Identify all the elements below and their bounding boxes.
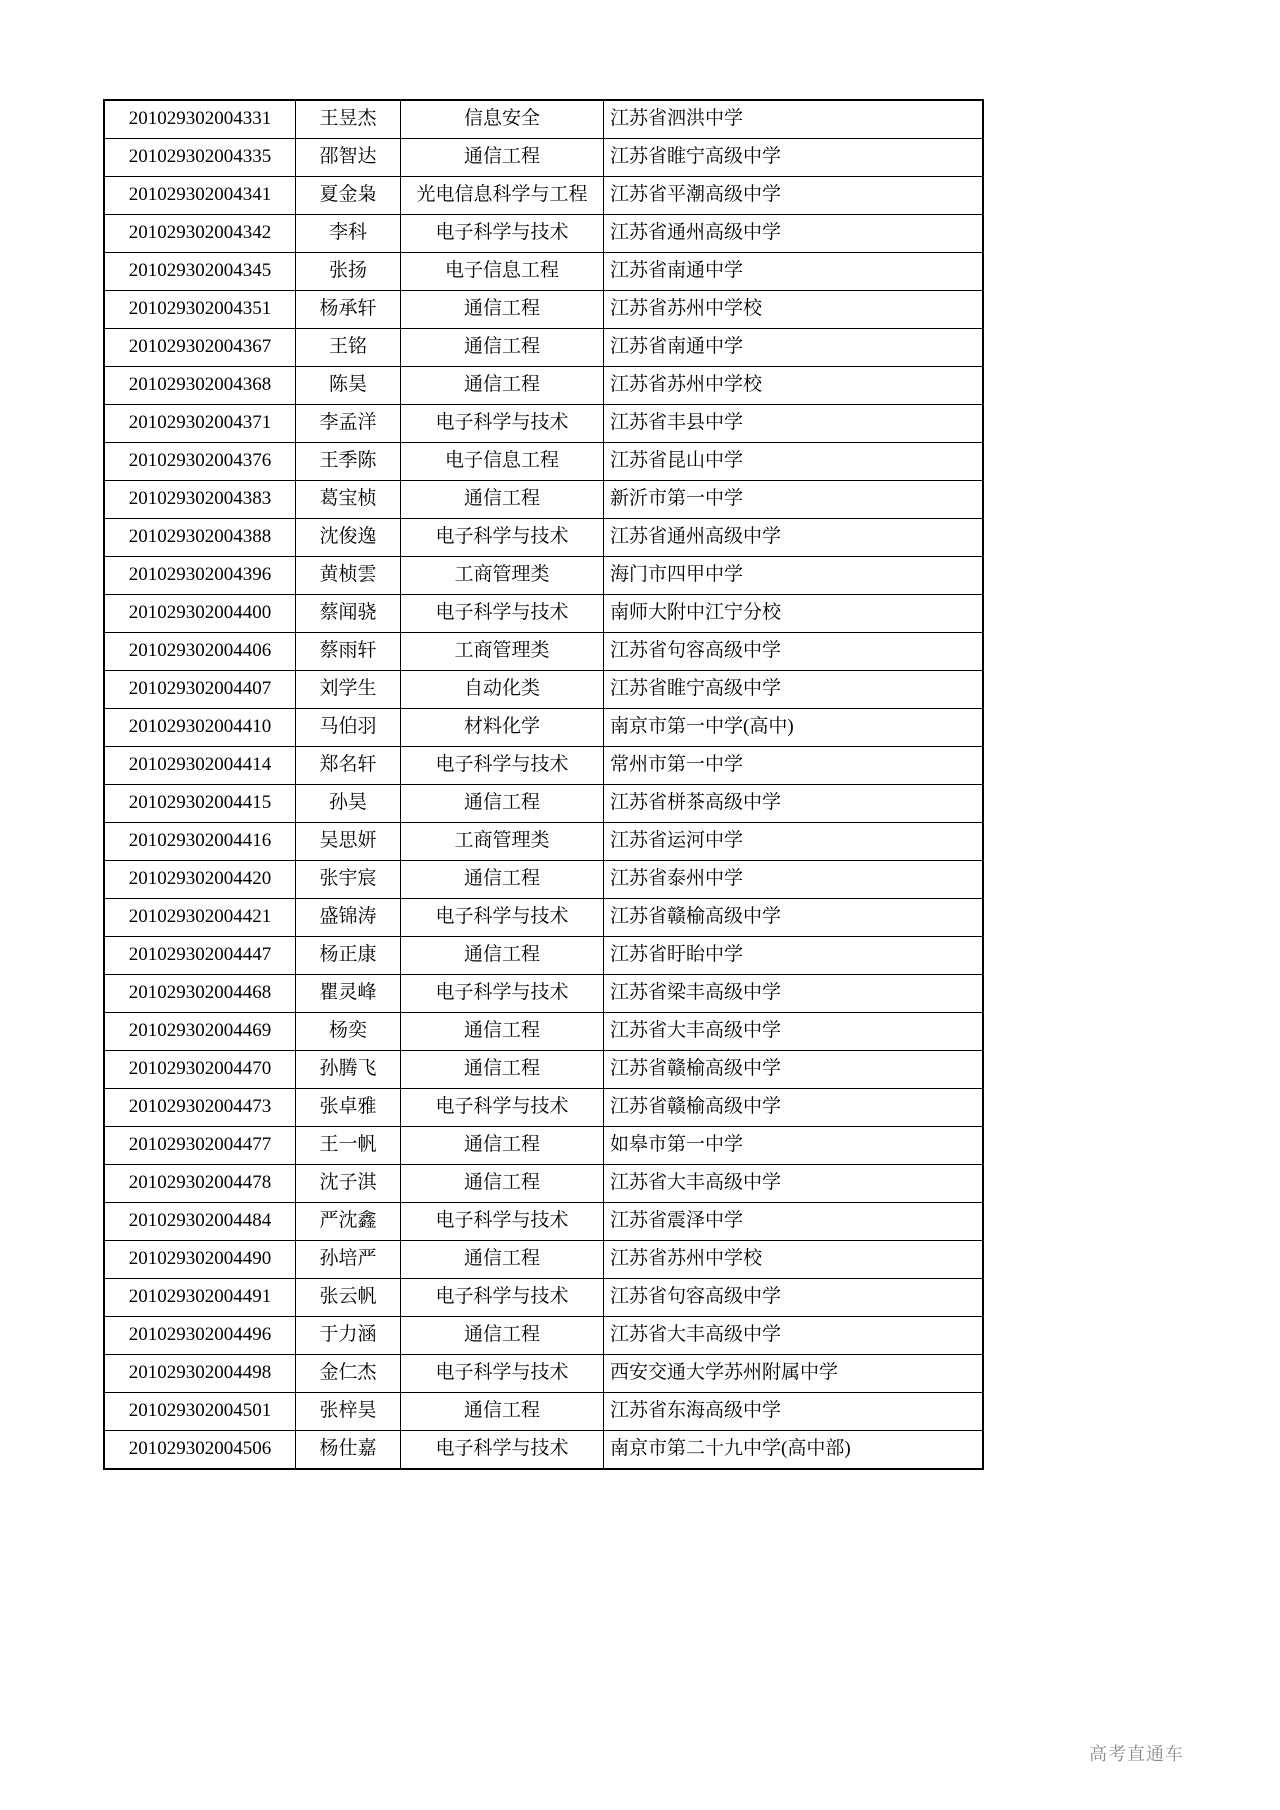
- cell-school: 江苏省震泽中学: [604, 1203, 984, 1241]
- table-row: [104, 709, 983, 747]
- cell-major: 电子科学与技术: [401, 1089, 604, 1127]
- cell-major: 电子科学与技术: [401, 405, 604, 443]
- cell-candidate-name: 孙腾飞: [296, 1051, 401, 1089]
- roster-table-container: [103, 99, 933, 1470]
- table-row: [104, 329, 983, 367]
- cell-school: 江苏省大丰高级中学: [604, 1165, 984, 1203]
- cell-candidate-name: 于力涵: [296, 1317, 401, 1355]
- cell-school: 西安交通大学苏州附属中学: [604, 1355, 984, 1393]
- cell-candidate-id: 201029302004473: [104, 1089, 296, 1127]
- table-row: [104, 1051, 983, 1089]
- table-row: [104, 823, 983, 861]
- table-row: [104, 861, 983, 899]
- cell-major: 通信工程: [401, 1013, 604, 1051]
- table-row: [104, 1393, 983, 1431]
- cell-candidate-id: 201029302004407: [104, 671, 296, 709]
- cell-candidate-name: 孙培严: [296, 1241, 401, 1279]
- cell-candidate-name: 夏金枭: [296, 177, 401, 215]
- cell-candidate-id: 201029302004490: [104, 1241, 296, 1279]
- table-row: [104, 519, 983, 557]
- cell-major: 工商管理类: [401, 633, 604, 671]
- cell-major: 电子科学与技术: [401, 1431, 604, 1470]
- cell-candidate-name: 沈俊逸: [296, 519, 401, 557]
- table-row: [104, 595, 983, 633]
- table-row: [104, 291, 983, 329]
- cell-candidate-name: 王昱杰: [296, 100, 401, 139]
- cell-candidate-id: 201029302004477: [104, 1127, 296, 1165]
- table-row: [104, 443, 983, 481]
- cell-candidate-name: 邵智达: [296, 139, 401, 177]
- cell-school: 江苏省睢宁高级中学: [604, 139, 984, 177]
- cell-major: 通信工程: [401, 139, 604, 177]
- table-row: [104, 1089, 983, 1127]
- cell-candidate-id: 201029302004496: [104, 1317, 296, 1355]
- cell-candidate-id: 201029302004400: [104, 595, 296, 633]
- cell-school: 江苏省句容高级中学: [604, 1279, 984, 1317]
- cell-school: 江苏省东海高级中学: [604, 1393, 984, 1431]
- table-row: [104, 1317, 983, 1355]
- cell-major: 电子科学与技术: [401, 975, 604, 1013]
- cell-candidate-name: 盛锦涛: [296, 899, 401, 937]
- cell-candidate-name: 杨正康: [296, 937, 401, 975]
- cell-school: 南京市第二十九中学(高中部): [604, 1431, 984, 1470]
- cell-candidate-id: 201029302004388: [104, 519, 296, 557]
- cell-candidate-id: 201029302004420: [104, 861, 296, 899]
- table-row: [104, 100, 983, 139]
- cell-candidate-name: 刘学生: [296, 671, 401, 709]
- cell-school: 江苏省苏州中学校: [604, 1241, 984, 1279]
- cell-school: 江苏省赣榆高级中学: [604, 1051, 984, 1089]
- cell-school: 南师大附中江宁分校: [604, 595, 984, 633]
- cell-school: 江苏省昆山中学: [604, 443, 984, 481]
- cell-candidate-id: 201029302004415: [104, 785, 296, 823]
- cell-school: 江苏省泗洪中学: [604, 100, 984, 139]
- cell-candidate-id: 201029302004468: [104, 975, 296, 1013]
- cell-candidate-name: 陈昊: [296, 367, 401, 405]
- cell-school: 江苏省南通中学: [604, 253, 984, 291]
- cell-school: 如皋市第一中学: [604, 1127, 984, 1165]
- table-row: [104, 1431, 983, 1470]
- table-row: [104, 1203, 983, 1241]
- table-row: [104, 177, 983, 215]
- cell-candidate-id: 201029302004484: [104, 1203, 296, 1241]
- roster-table-body: [104, 100, 983, 1469]
- cell-candidate-name: 沈子淇: [296, 1165, 401, 1203]
- table-row: [104, 1165, 983, 1203]
- cell-school: 江苏省大丰高级中学: [604, 1317, 984, 1355]
- cell-candidate-id: 201029302004447: [104, 937, 296, 975]
- cell-candidate-id: 201029302004371: [104, 405, 296, 443]
- cell-candidate-id: 201029302004383: [104, 481, 296, 519]
- cell-candidate-id: 201029302004416: [104, 823, 296, 861]
- table-row: [104, 899, 983, 937]
- cell-candidate-name: 李孟洋: [296, 405, 401, 443]
- cell-school: 江苏省通州高级中学: [604, 215, 984, 253]
- cell-major: 通信工程: [401, 1051, 604, 1089]
- watermark-label: 高考直通车: [1089, 1744, 1184, 1764]
- table-row: [104, 1241, 983, 1279]
- cell-major: 通信工程: [401, 291, 604, 329]
- cell-school: 江苏省栟茶高级中学: [604, 785, 984, 823]
- cell-candidate-name: 王一帆: [296, 1127, 401, 1165]
- cell-major: 电子信息工程: [401, 253, 604, 291]
- cell-candidate-id: 201029302004341: [104, 177, 296, 215]
- table-row: [104, 785, 983, 823]
- cell-school: 江苏省苏州中学校: [604, 367, 984, 405]
- cell-candidate-name: 蔡雨轩: [296, 633, 401, 671]
- cell-school: 江苏省南通中学: [604, 329, 984, 367]
- cell-candidate-id: 201029302004368: [104, 367, 296, 405]
- table-row: [104, 1127, 983, 1165]
- cell-school: 江苏省句容高级中学: [604, 633, 984, 671]
- table-row: [104, 1355, 983, 1393]
- cell-candidate-name: 黄桢雲: [296, 557, 401, 595]
- cell-candidate-name: 郑名轩: [296, 747, 401, 785]
- cell-major: 信息安全: [401, 100, 604, 139]
- cell-school: 江苏省运河中学: [604, 823, 984, 861]
- cell-candidate-id: 201029302004421: [104, 899, 296, 937]
- cell-major: 材料化学: [401, 709, 604, 747]
- cell-candidate-name: 蔡闻骁: [296, 595, 401, 633]
- cell-school: 海门市四甲中学: [604, 557, 984, 595]
- table-row: [104, 937, 983, 975]
- cell-major: 通信工程: [401, 367, 604, 405]
- cell-school: 江苏省丰县中学: [604, 405, 984, 443]
- cell-major: 电子科学与技术: [401, 1355, 604, 1393]
- cell-school: 江苏省赣榆高级中学: [604, 899, 984, 937]
- cell-candidate-id: 201029302004478: [104, 1165, 296, 1203]
- cell-candidate-id: 201029302004406: [104, 633, 296, 671]
- cell-school: 江苏省泰州中学: [604, 861, 984, 899]
- table-row: [104, 215, 983, 253]
- cell-candidate-name: 葛宝桢: [296, 481, 401, 519]
- cell-candidate-id: 201029302004376: [104, 443, 296, 481]
- cell-major: 通信工程: [401, 785, 604, 823]
- cell-candidate-name: 张扬: [296, 253, 401, 291]
- table-row: [104, 747, 983, 785]
- table-row: [104, 1279, 983, 1317]
- cell-candidate-name: 王季陈: [296, 443, 401, 481]
- cell-candidate-name: 张梓昊: [296, 1393, 401, 1431]
- cell-school: 常州市第一中学: [604, 747, 984, 785]
- table-row: [104, 671, 983, 709]
- cell-candidate-id: 201029302004506: [104, 1431, 296, 1470]
- cell-candidate-id: 201029302004331: [104, 100, 296, 139]
- cell-school: 江苏省睢宁高级中学: [604, 671, 984, 709]
- cell-major: 电子科学与技术: [401, 519, 604, 557]
- cell-major: 通信工程: [401, 1127, 604, 1165]
- cell-candidate-id: 201029302004342: [104, 215, 296, 253]
- table-row: [104, 367, 983, 405]
- cell-school: 江苏省赣榆高级中学: [604, 1089, 984, 1127]
- cell-major: 通信工程: [401, 329, 604, 367]
- cell-school: 新沂市第一中学: [604, 481, 984, 519]
- cell-candidate-id: 201029302004367: [104, 329, 296, 367]
- table-row: [104, 253, 983, 291]
- table-row: [104, 481, 983, 519]
- table-row: [104, 405, 983, 443]
- table-row: [104, 139, 983, 177]
- cell-candidate-name: 杨奕: [296, 1013, 401, 1051]
- cell-candidate-id: 201029302004491: [104, 1279, 296, 1317]
- cell-school: 江苏省平潮高级中学: [604, 177, 984, 215]
- cell-candidate-id: 201029302004414: [104, 747, 296, 785]
- cell-candidate-id: 201029302004396: [104, 557, 296, 595]
- cell-candidate-name: 金仁杰: [296, 1355, 401, 1393]
- table-row: [104, 975, 983, 1013]
- cell-school: 江苏省苏州中学校: [604, 291, 984, 329]
- cell-candidate-id: 201029302004501: [104, 1393, 296, 1431]
- cell-major: 电子信息工程: [401, 443, 604, 481]
- cell-major: 光电信息科学与工程: [401, 177, 604, 215]
- table-row: [104, 1013, 983, 1051]
- cell-major: 通信工程: [401, 1165, 604, 1203]
- cell-school: 江苏省梁丰高级中学: [604, 975, 984, 1013]
- cell-school: 江苏省盱眙中学: [604, 937, 984, 975]
- cell-major: 电子科学与技术: [401, 1203, 604, 1241]
- cell-candidate-id: 201029302004345: [104, 253, 296, 291]
- cell-candidate-name: 李科: [296, 215, 401, 253]
- cell-candidate-name: 杨仕嘉: [296, 1431, 401, 1470]
- cell-candidate-id: 201029302004498: [104, 1355, 296, 1393]
- table-row: [104, 633, 983, 671]
- cell-candidate-name: 瞿灵峰: [296, 975, 401, 1013]
- cell-candidate-name: 马伯羽: [296, 709, 401, 747]
- cell-major: 电子科学与技术: [401, 747, 604, 785]
- table-row: [104, 557, 983, 595]
- cell-candidate-id: 201029302004470: [104, 1051, 296, 1089]
- cell-school: 江苏省通州高级中学: [604, 519, 984, 557]
- cell-candidate-id: 201029302004351: [104, 291, 296, 329]
- cell-candidate-name: 严沈鑫: [296, 1203, 401, 1241]
- cell-major: 通信工程: [401, 481, 604, 519]
- cell-major: 通信工程: [401, 1317, 604, 1355]
- cell-candidate-name: 张宇宸: [296, 861, 401, 899]
- cell-major: 电子科学与技术: [401, 215, 604, 253]
- cell-major: 自动化类: [401, 671, 604, 709]
- cell-school: 江苏省大丰高级中学: [604, 1013, 984, 1051]
- cell-major: 电子科学与技术: [401, 899, 604, 937]
- cell-candidate-name: 吴思妍: [296, 823, 401, 861]
- cell-school: 南京市第一中学(高中): [604, 709, 984, 747]
- cell-candidate-name: 王铭: [296, 329, 401, 367]
- cell-major: 通信工程: [401, 861, 604, 899]
- cell-major: 电子科学与技术: [401, 595, 604, 633]
- cell-major: 通信工程: [401, 1241, 604, 1279]
- cell-major: 通信工程: [401, 937, 604, 975]
- cell-candidate-name: 张卓雅: [296, 1089, 401, 1127]
- cell-candidate-name: 张云帆: [296, 1279, 401, 1317]
- cell-candidate-name: 孙昊: [296, 785, 401, 823]
- cell-candidate-id: 201029302004410: [104, 709, 296, 747]
- cell-candidate-name: 杨承轩: [296, 291, 401, 329]
- cell-major: 工商管理类: [401, 823, 604, 861]
- roster-table: [103, 99, 984, 1470]
- cell-major: 通信工程: [401, 1393, 604, 1431]
- cell-major: 电子科学与技术: [401, 1279, 604, 1317]
- cell-candidate-id: 201029302004335: [104, 139, 296, 177]
- cell-candidate-id: 201029302004469: [104, 1013, 296, 1051]
- cell-major: 工商管理类: [401, 557, 604, 595]
